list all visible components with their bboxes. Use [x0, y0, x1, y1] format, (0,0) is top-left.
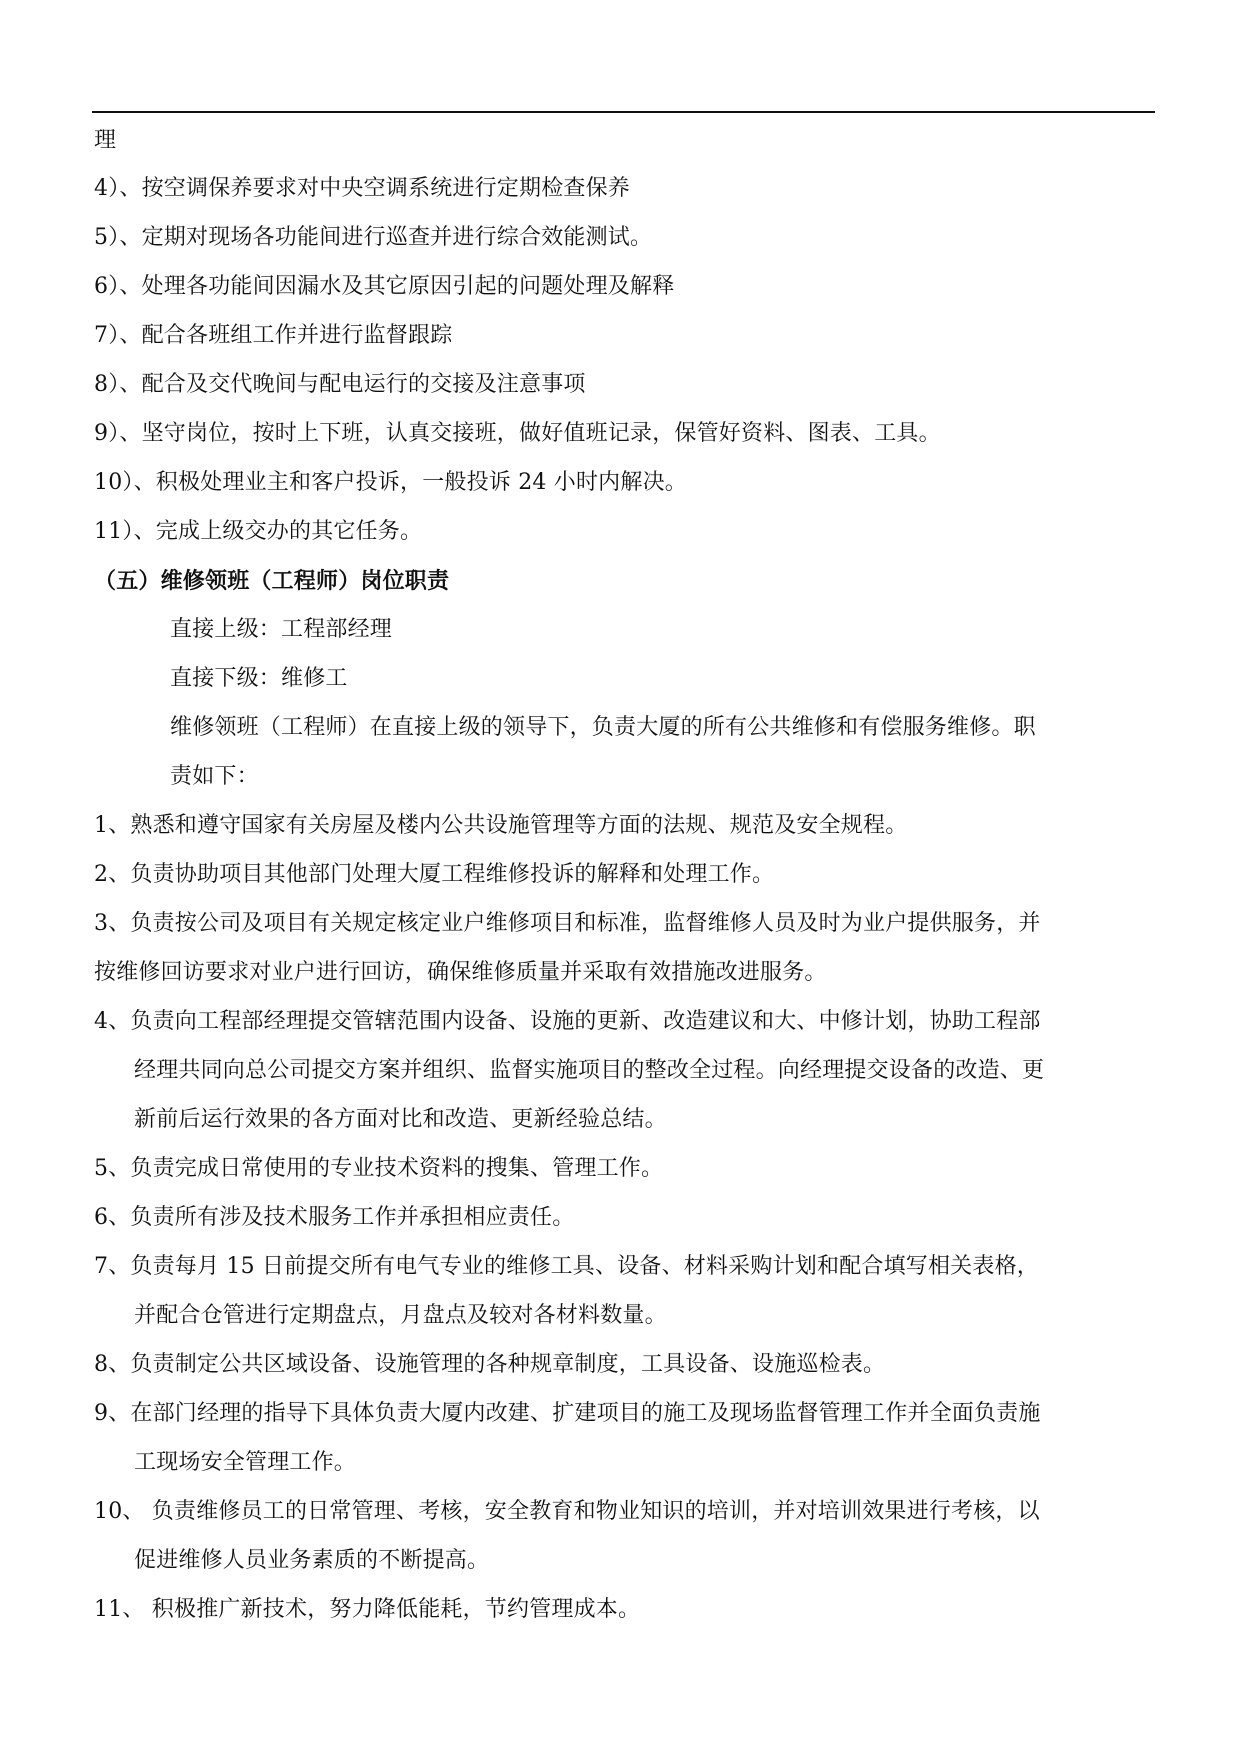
section-heading: （五）维修领班（工程师）岗位职责 [94, 568, 450, 594]
duty-item: 1、熟悉和遵守国家有关房屋及楼内公共设施管理等方面的法规、规范及安全规程。 [94, 813, 908, 838]
duty-item: 5、负责完成日常使用的专业技术资料的搜集、管理工作。 [94, 1156, 664, 1181]
list-item: 5）、定期对现场各功能间进行巡查并进行综合效能测试。 [94, 225, 653, 250]
list-item: 8）、配合及交代晚间与配电运行的交接及注意事项 [94, 372, 586, 397]
duty-item: 7、负责每月 15 日前提交所有电气专业的维修工具、设备、材料采购计划和配合填写相关表格， [94, 1254, 1039, 1279]
list-item: 4）、按空调保养要求对中央空调系统进行定期检查保养 [94, 176, 630, 201]
duty-item-cont: 促进维修人员业务素质的不断提高。 [134, 1548, 490, 1573]
duty-item-cont: 按维修回访要求对业户进行回访，确保维修质量并采取有效措施改进服务。 [94, 960, 827, 985]
continued-text: 理 [94, 128, 117, 153]
duty-item: 3、负责按公司及项目有关规定核定业户维修项目和标准，监督维修人员及时为业户提供服务，并 [94, 911, 1041, 936]
duty-item: 6、负责所有涉及技术服务工作并承担相应责任。 [94, 1205, 575, 1230]
list-item: 11）、完成上级交办的其它任务。 [94, 519, 423, 544]
duty-item: 8、负责制定公共区域设备、设施管理的各种规章制度，工具设备、设施巡检表。 [94, 1352, 886, 1377]
duty-item: 11、 积极推广新技术，努力降低能耗，节约管理成本。 [94, 1597, 641, 1622]
direct-superior: 直接上级：工程部经理 [170, 617, 393, 642]
duty-item-cont: 工现场安全管理工作。 [134, 1450, 357, 1475]
duty-item: 4、负责向工程部经理提交管辖范围内设备、设施的更新、改造建议和大、中修计划，协助工程部 [94, 1009, 1041, 1034]
role-description-cont: 责如下： [170, 764, 259, 789]
duty-item: 9、在部门经理的指导下具体负责大厦内改建、扩建项目的施工及现场监督管理工作并全面负责施 [94, 1401, 1041, 1426]
duty-item-cont: 并配合仓管进行定期盘点，月盘点及较对各材料数量。 [134, 1303, 667, 1328]
list-item: 9）、坚守岗位，按时上下班，认真交接班，做好值班记录，保管好资料、图表、工具。 [94, 421, 941, 446]
duty-item-cont: 新前后运行效果的各方面对比和改造、更新经验总结。 [134, 1107, 667, 1132]
duty-item: 10、 负责维修员工的日常管理、考核，安全教育和物业知识的培训，并对培训效果进行考核，以 [94, 1499, 1040, 1524]
duty-item: 2、负责协助项目其他部门处理大厦工程维修投诉的解释和处理工作。 [94, 862, 775, 887]
direct-subordinate: 直接下级：维修工 [170, 666, 348, 691]
duty-item-cont: 经理共同向总公司提交方案并组织、监督实施项目的整改全过程。向经理提交设备的改造、更 [134, 1058, 1045, 1083]
list-item: 6）、处理各功能间因漏水及其它原因引起的问题处理及解释 [94, 274, 675, 299]
list-item: 10）、积极处理业主和客户投诉，一般投诉 24 小时内解决。 [94, 470, 687, 495]
list-item: 7）、配合各班组工作并进行监督跟踪 [94, 323, 453, 348]
role-description: 维修领班（工程师）在直接上级的领导下，负责大厦的所有公共维修和有偿服务维修。职 [170, 715, 1036, 740]
header-rule [92, 111, 1155, 113]
